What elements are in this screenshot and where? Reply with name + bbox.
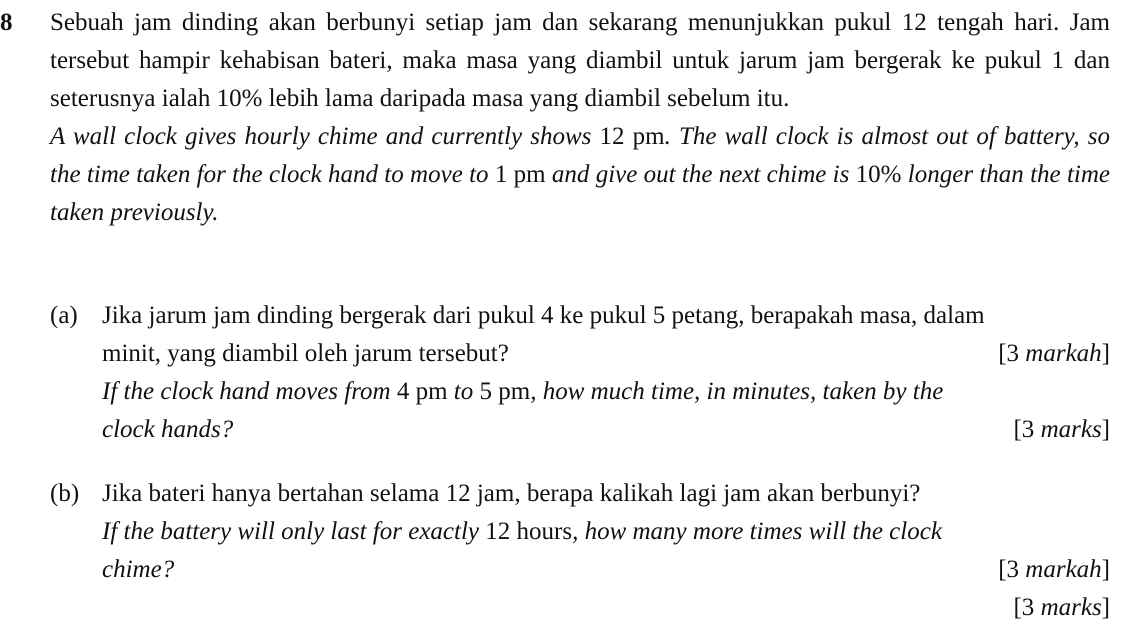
- english-text-segment: and give out the next chime is: [545, 161, 856, 188]
- english-text-segment: A wall clock gives hourly chime and currently shows: [50, 123, 600, 150]
- part-a: [50, 297, 1110, 449]
- part-a-english-marks: [1013, 411, 1110, 449]
- part-a-malay-line-1: Jika jarum jam dinding bergerak dari pukul 4 ke pukul 5 petang, berapakah masa, dalam: [102, 302, 985, 329]
- part-a-english-line-2: [102, 411, 1110, 449]
- part-a-english-line-1: [102, 373, 1110, 411]
- part-b-english-marks: [1013, 589, 1110, 627]
- marks-open: [3: [998, 556, 1026, 583]
- part-a-malay-line-2-text: minit, yang diambil oleh jarum tersebut?: [102, 340, 509, 367]
- marks-close: ]: [1101, 416, 1110, 443]
- question-stem: [50, 4, 1110, 232]
- question-number: 8: [0, 9, 13, 36]
- english-text-segment: to: [447, 378, 480, 405]
- part-a-english-line-2-text: clock hands?: [102, 416, 234, 443]
- question-english-text: [50, 118, 1110, 232]
- marks-word: markah: [1025, 556, 1102, 583]
- english-text-segment: . The wall clock is almost out of battery, so the time taken for the clock hand to move to: [50, 123, 1110, 188]
- english-text-segment: If the clock hand moves from: [102, 378, 397, 405]
- part-b-body: [102, 475, 1110, 589]
- english-time-5pm: 5 pm: [479, 378, 531, 405]
- part-b-english-line-1: [102, 513, 1110, 551]
- english-text-segment: , how many more times will the clock: [572, 518, 942, 545]
- part-a-malay-line-2: [102, 335, 1110, 373]
- marks-word: marks: [1040, 416, 1102, 443]
- english-text-segment: , how much time, in minutes, taken by the: [530, 378, 944, 405]
- marks-close: ]: [1101, 556, 1110, 583]
- english-time-4pm: 4 pm: [396, 378, 448, 405]
- english-text-segment: longer than the time taken previously.: [50, 161, 1110, 226]
- part-b-english-line-2-text: chime?: [102, 556, 175, 583]
- part-b-english-line-2: [102, 551, 1110, 589]
- marks-close: ]: [1101, 594, 1110, 621]
- english-text-segment: If the battery will only last for exactly: [102, 518, 486, 545]
- part-b-malay-line-1: Jika bateri hanya bertahan selama 12 jam, berapa kalikah lagi jam akan berbunyi?: [102, 480, 921, 507]
- part-b: [50, 475, 1110, 589]
- part-b-label: (b): [50, 480, 80, 507]
- part-a-body: [102, 297, 1110, 449]
- marks-word: markah: [1025, 340, 1102, 367]
- marks-word: marks: [1040, 594, 1102, 621]
- part-b-malay-marks: [998, 551, 1110, 589]
- english-time-12pm: 12 pm: [599, 123, 665, 150]
- marks-open: [3: [1013, 594, 1041, 621]
- english-percent: 10%: [855, 161, 902, 188]
- marks-open: [3: [998, 340, 1026, 367]
- marks-close: ]: [1101, 340, 1110, 367]
- question-malay-text: Sebuah jam dinding akan berbunyi setiap jam dan sekarang menunjukkan pukul 12 tengah hari. Jam tersebut hampir kehabisan bateri, maka masa yang diambil untuk jarum jam bergerak ke pukul 1 dan seterusnya ialah 10% lebih lama daripada masa yang diambil sebelum itu.: [50, 9, 1110, 112]
- part-a-malay-marks: [998, 335, 1110, 373]
- english-time-1pm: 1 pm: [494, 161, 546, 188]
- marks-open: [3: [1013, 416, 1041, 443]
- english-hours: 12 hours: [485, 518, 573, 545]
- part-a-label: (a): [50, 302, 78, 329]
